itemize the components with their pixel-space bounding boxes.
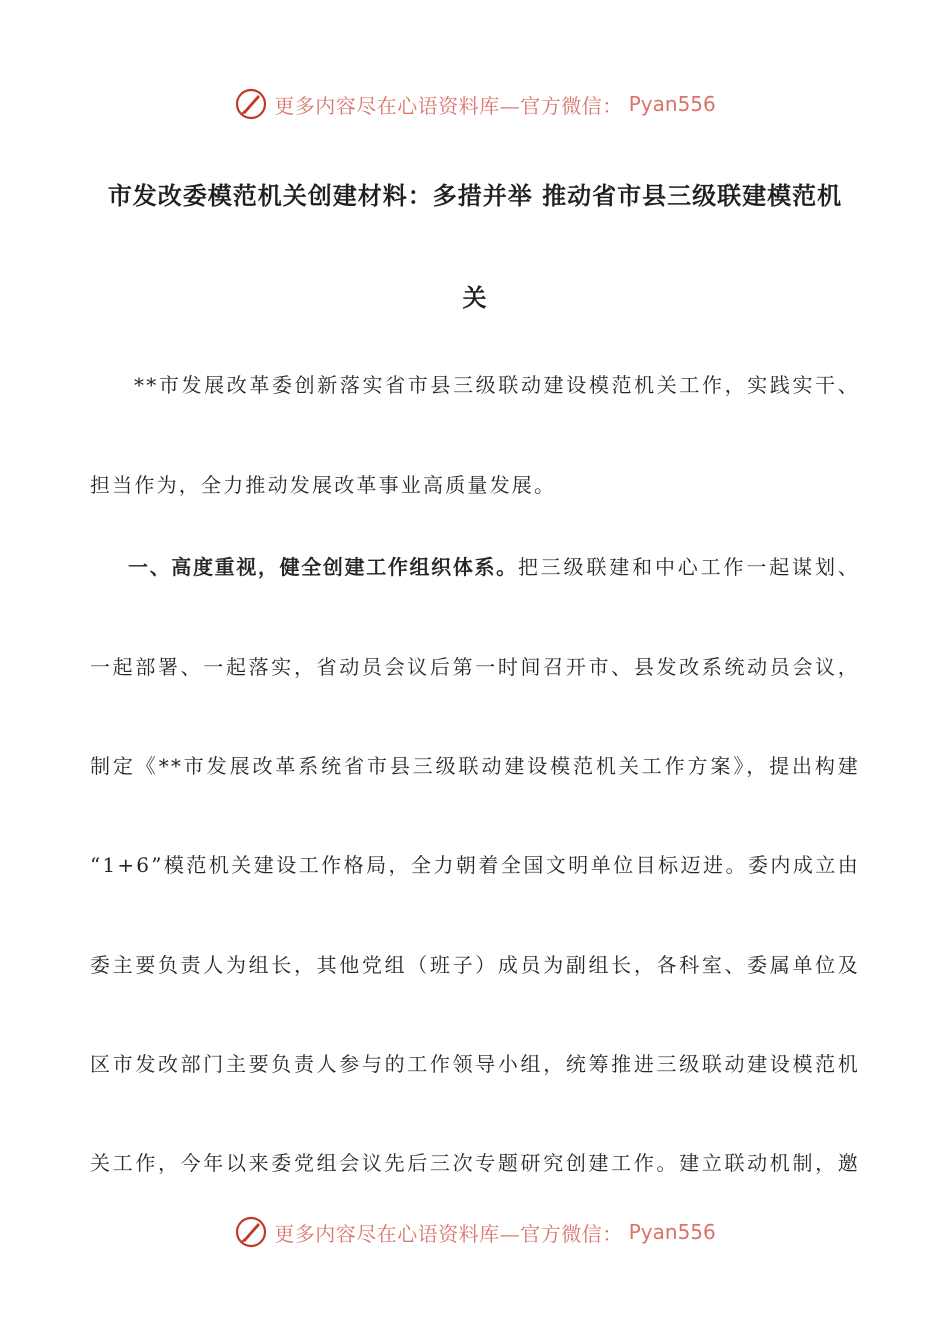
quill-logo-icon bbox=[234, 1215, 268, 1249]
paragraph-2-line-2: 一起部署、一起落实，省动员会议后第一时间召开市、县发改系统动员会议， bbox=[90, 655, 860, 679]
paragraph-2-line-4: “1+6”模范机关建设工作格局，全力朝着全国文明单位目标迈进。委内成立由 bbox=[90, 853, 860, 877]
document-title-line-2: 关 bbox=[462, 284, 488, 312]
paragraph-2-line-7: 关工作，今年以来委党组会议先后三次专题研究创建工作。建立联动机制，邀 bbox=[90, 1151, 860, 1175]
watermark-id: Pyan556 bbox=[628, 1220, 716, 1244]
watermark-text: 更多内容尽在心语资料库—官方微信： bbox=[274, 1221, 623, 1246]
paragraph-1-line-2: 担当作为，全力推动发展改革事业高质量发展。 bbox=[90, 473, 557, 497]
watermark-header bbox=[0, 84, 950, 124]
paragraph-1-line-1: **市发展改革委创新落实省市县三级联动建设模范机关工作，实践实干、 bbox=[134, 373, 860, 397]
section-heading: 一、高度重视，健全创建工作组织体系。 bbox=[128, 555, 518, 579]
paragraph-2-line-1-text: 把三级联建和中心工作一起谋划、 bbox=[517, 555, 860, 579]
document-title-line-1: 市发改委模范机关创建材料：多措并举 推动省市县三级联建模范机 bbox=[107, 182, 843, 210]
paragraph-2-line-3: 制定《**市发展改革系统省市县三级联动建设模范机关工作方案》，提出构建 bbox=[90, 754, 860, 778]
paragraph-2-line-6: 区市发改部门主要负责人参与的工作领导小组，统筹推进三级联动建设模范机 bbox=[90, 1052, 860, 1076]
watermark-footer bbox=[0, 1212, 950, 1252]
paragraph-2-line-1 bbox=[128, 552, 860, 582]
paragraph-2-line-5: 委主要负责人为组长，其他党组（班子）成员为副组长，各科室、委属单位及 bbox=[90, 953, 860, 977]
watermark-text: 更多内容尽在心语资料库—官方微信： bbox=[274, 93, 623, 118]
quill-logo-icon bbox=[234, 87, 268, 121]
watermark-id: Pyan556 bbox=[628, 92, 716, 116]
